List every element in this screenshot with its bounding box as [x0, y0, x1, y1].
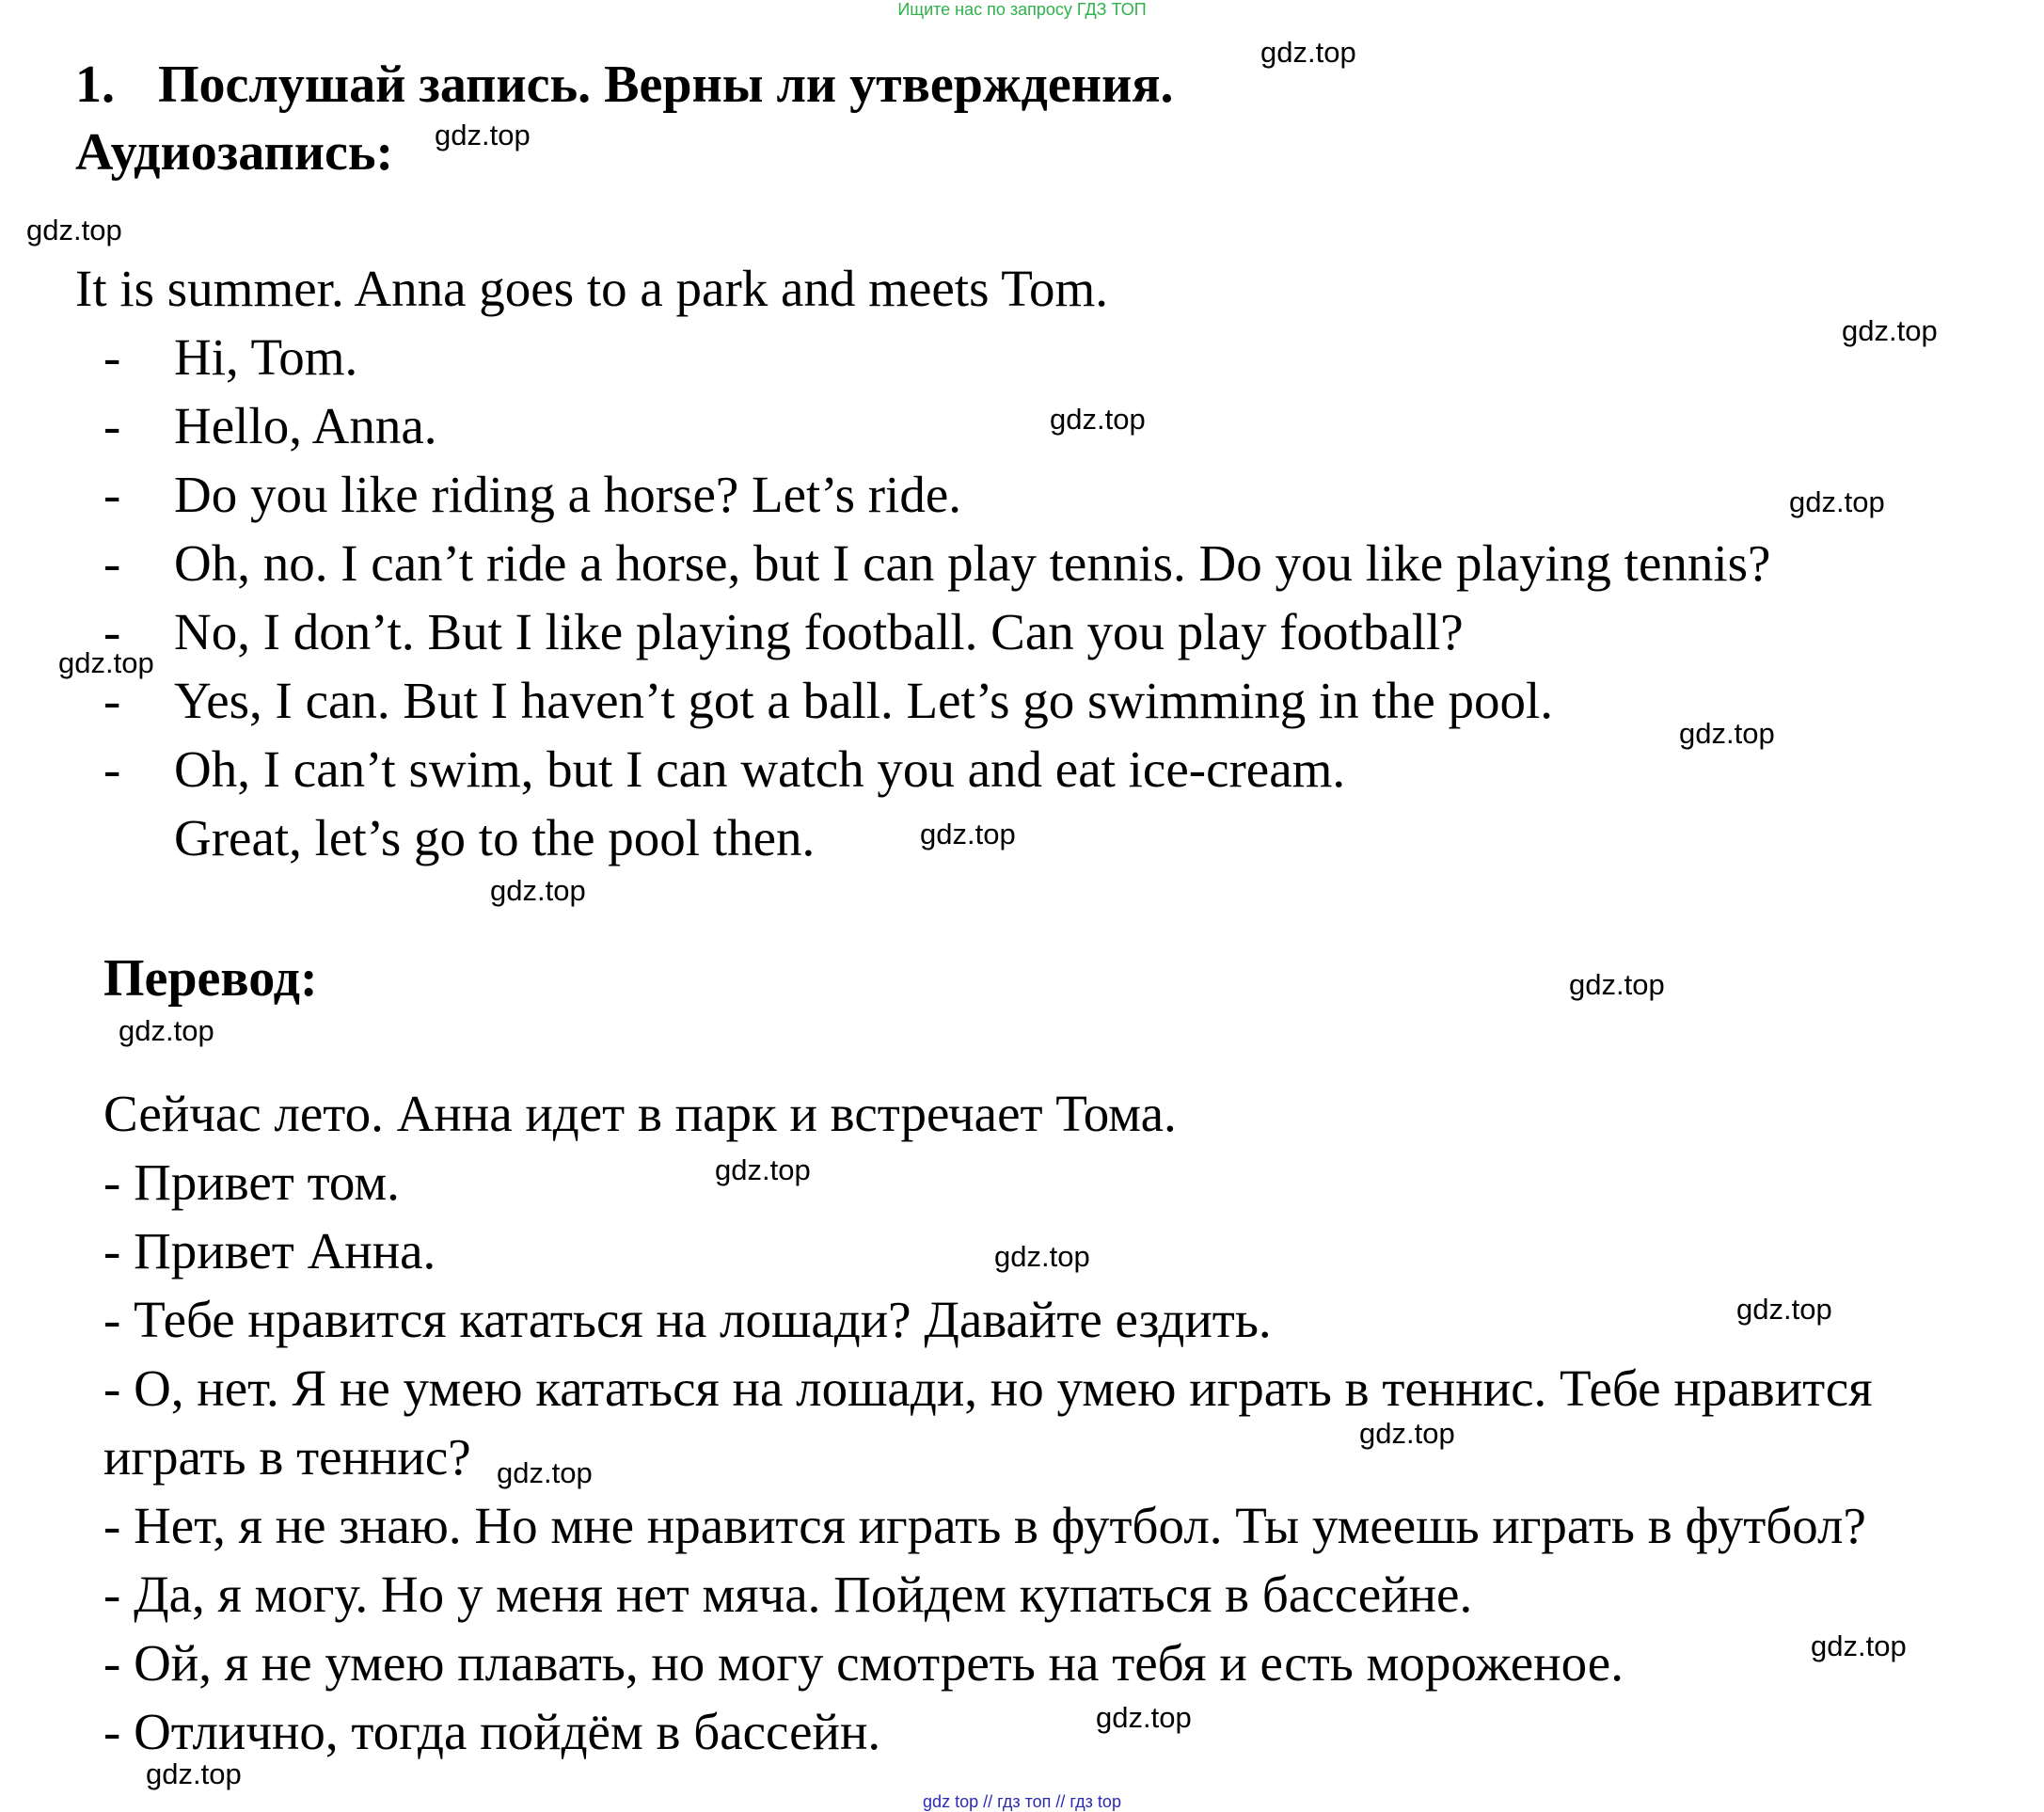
watermark: gdz.top [435, 119, 531, 151]
translation-line: - Да, я могу. Но у меня нет мяча. Пойдем купаться в бассейне. [103, 1566, 1473, 1623]
watermark: gdz.top [1359, 1417, 1455, 1450]
dialogue-line: Hi, Tom. [174, 328, 358, 386]
dialogue-line-last: Great, let’s go to the pool then. [174, 809, 816, 866]
translation-line: - Отлично, тогда пойдём в бассейн. [103, 1703, 881, 1760]
dialogue-dash: - [103, 328, 121, 386]
task-number: 1. [75, 56, 115, 114]
translation-label: Перевод: [103, 949, 318, 1008]
watermark: gdz.top [497, 1456, 593, 1489]
translation-line: - Тебе нравится кататься на лошади? Давайте ездить. [103, 1291, 1272, 1348]
translation-line: - Ой, я не умею плавать, но могу смотреть на тебя и есть мороженое. [103, 1634, 1624, 1692]
watermark: gdz.top [1050, 403, 1146, 436]
audio-label: Аудиозапись: [75, 123, 394, 182]
watermark: gdz.top [994, 1240, 1090, 1273]
watermark: gdz.top [1260, 36, 1356, 69]
translation-line: - Привет Анна. [103, 1222, 436, 1280]
dialogue-line: No, I don’t. But I like playing football. Can you play football? [174, 603, 1464, 660]
watermark: gdz.top [1569, 968, 1665, 1001]
watermark: gdz.top [58, 646, 154, 679]
translation-line: - Нет, я не знаю. Но мне нравится играть в футбол. Ты умеешь играть в футбол? [103, 1497, 1866, 1554]
watermark: gdz.top [1789, 485, 1885, 518]
dialogue-dash: - [103, 740, 121, 798]
dialogue-line: Yes, I can. But I haven’t got a ball. Let’s go swimming in the pool. [174, 672, 1554, 729]
watermark: gdz.top [119, 1014, 214, 1047]
task-title: Послушай запись. Верны ли утверждения. [158, 56, 1174, 114]
audio-intro: It is summer. Anna goes to a park and meets Tom. [75, 260, 1109, 317]
watermark: gdz.top [146, 1757, 242, 1790]
translation-intro: Сейчас лето. Анна идет в парк и встречает Тома. [103, 1085, 1177, 1142]
dialogue-dash: - [103, 672, 121, 729]
watermark: gdz.top [1842, 314, 1938, 347]
dialogue-dash: - [103, 534, 121, 592]
footer: gdz top // гдз топ // гдз top [923, 1792, 1121, 1811]
dialogue-line: Oh, no. I can’t ride a horse, but I can play tennis. Do you like playing tennis? [174, 534, 1771, 592]
dialogue-line: Hello, Anna. [174, 397, 437, 454]
watermark: gdz.top [1811, 1629, 1907, 1662]
dialogue-dash: - [103, 603, 121, 660]
watermark: gdz.top [920, 818, 1016, 850]
dialogue-line: Oh, I can’t swim, but I can watch you and eat ice-cream. [174, 740, 1346, 798]
dialogue-line: Do you like riding a horse? Let’s ride. [174, 466, 962, 523]
watermark: gdz.top [1679, 717, 1775, 750]
watermark: gdz.top [715, 1153, 811, 1186]
dialogue-dash: - [103, 397, 121, 454]
translation-line: - Привет том. [103, 1153, 400, 1211]
watermark: gdz.top [1736, 1293, 1832, 1326]
translation-line: - О, нет. Я не умею кататься на лошади, но умею играть в теннис. Тебе нравится [103, 1359, 1873, 1417]
top-banner: Ищите нас по запросу ГДЗ ТОП [897, 0, 1147, 19]
watermark: gdz.top [26, 214, 122, 246]
watermark: gdz.top [490, 874, 586, 907]
watermark: gdz.top [1096, 1701, 1192, 1734]
translation-line: играть в теннис? [103, 1428, 471, 1486]
dialogue-dash: - [103, 466, 121, 523]
